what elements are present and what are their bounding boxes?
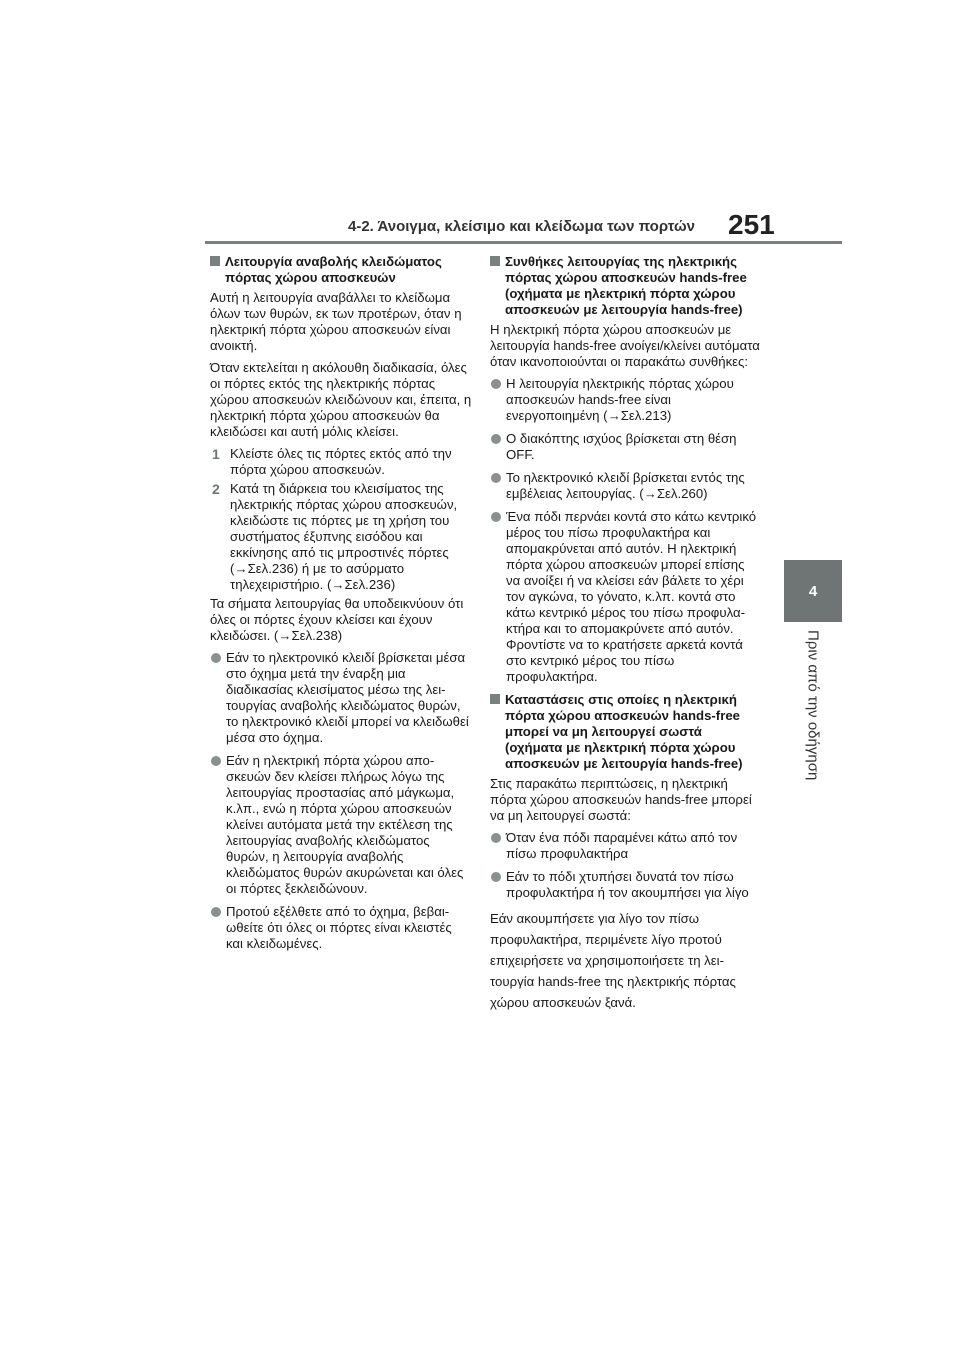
bullet-item bbox=[210, 904, 472, 952]
paragraph: Τα σήματα λειτουργίας θα υποδεικνύουν ότι όλες οι πόρτες έχουν κλείσει και έχουν κλειδώσει. (→Σελ.238) bbox=[210, 596, 464, 643]
right-column bbox=[490, 254, 760, 1019]
circle-bullet-icon bbox=[491, 833, 501, 843]
bullet-text: Όταν ένα πόδι παραμένει κάτω από τον πίσω προφυλακτήρα bbox=[506, 830, 738, 861]
paragraph: Εάν ακουμπήσετε για λίγο τον πίσω προφυλακτήρα, περιμένετε λίγο προτού επιχειρήσετε να χρησιμοποιήσετε τη λειτουργία hands-free της ηλεκτρικής πόρτας χώρου αποσκευών ξανά. bbox=[490, 911, 736, 1010]
section-title: 4-2. Άνοιγμα, κλείσιμο και κλείδωμα των πορτών bbox=[348, 218, 695, 235]
step-item bbox=[210, 481, 472, 593]
bullet-item bbox=[490, 869, 760, 901]
bullet-text: Προτού εξέλθετε από το όχημα, βεβαιωθείτε ότι όλες οι πόρτες είναι κλειστές και κλειδωμένες. bbox=[226, 904, 452, 951]
section-heading bbox=[490, 254, 760, 318]
circle-bullet-icon bbox=[211, 907, 221, 917]
bullet-text: Το ηλεκτρονικό κλειδί βρίσκεται εντός της εμβέλειας λειτουργίας. (→Σελ.260) bbox=[506, 470, 745, 501]
bullet-item bbox=[490, 376, 760, 424]
bullet-item bbox=[490, 431, 760, 463]
step-text: Κλείστε όλες τις πόρτες εκτός από την πόρτα χώρου αποσκευών. bbox=[230, 446, 452, 477]
paragraph: Στις παρακάτω περιπτώσεις, η ηλεκτρική πόρτα χώρου αποσκευών hands-free μπορεί να μη λειτουργεί σωστά: bbox=[490, 776, 752, 823]
circle-bullet-icon bbox=[491, 872, 501, 882]
bullet-item bbox=[490, 830, 760, 862]
paragraph: Όταν εκτελείται η ακόλουθη διαδικασία, όλες οι πόρτες εκτός της ηλεκτρικής πόρτας χώρου αποσκευών κλειδώνουν και, έπειτα, η ηλεκτρική πόρτα χώρου αποσκευών θα κλειδώσει και αυτή μόλις κλείσει. bbox=[210, 360, 472, 439]
circle-bullet-icon bbox=[491, 434, 501, 444]
bullet-item bbox=[210, 753, 472, 897]
circle-bullet-icon bbox=[491, 473, 501, 483]
step-number: 1 bbox=[212, 446, 220, 462]
bullet-item bbox=[490, 470, 760, 502]
bullet-text: Ένα πόδι περνάει κοντά στο κάτω κεντρικό μέρος του πίσω προφυλακτήρα και απομακρύνεται από αυτόν. Η ηλεκτρική πόρτα χώρου αποσκευών μπορεί επίσης να ανοίξει ή να κλείσει εάν βάλετε το χέρι τον αγκώνα, το γόνατο, κ.λπ. κοντά στο κάτω κεντρικό μέρος του πίσω προφυλακτήρα και το απομακρύνετε από αυτόν. Φροντίστε να το κρατήσετε αρκετά κοντά στο κεντρικό μέρος του πίσω προφυλακτήρα. bbox=[506, 509, 757, 684]
header-divider bbox=[205, 241, 842, 244]
left-column bbox=[210, 254, 472, 959]
bullet-item bbox=[490, 509, 760, 685]
step-number: 2 bbox=[212, 481, 220, 497]
section-heading bbox=[490, 692, 760, 772]
page-number: 251 bbox=[728, 209, 775, 240]
circle-bullet-icon bbox=[211, 756, 221, 766]
chapter-label-text: Πριν από την οδήγηση bbox=[804, 630, 822, 781]
heading-text: Λειτουργία αναβολής κλειδώματος πόρτας χώρου αποσκευών bbox=[225, 254, 442, 285]
paragraph: Η ηλεκτρική πόρτα χώρου αποσκευών με λειτουργία hands-free ανοίγει/κλείνει αυτόματα όταν ικανοποιούνται οι παρακάτω συνθήκες: bbox=[490, 322, 760, 369]
bullet-text: Εάν το ηλεκτρονικό κλειδί βρίσκεται μέσα στο όχημα μετά την έναρξη μια διαδικασίας κλεισίματος μέσω της λειτουργίας αναβολής κλειδώματος θυρών, το ηλεκτρονικό κλειδί μπορεί να κλειδωθεί μέσα στο όχημα. bbox=[226, 650, 469, 745]
paragraph: Αυτή η λειτουργία αναβάλλει το κλείδωμα όλων των θυρών, εκ των προτέρων, όταν η ηλεκτρική πόρτα χώρου αποσκευών είναι ανοικτή. bbox=[210, 290, 462, 353]
bullet-text: Ο διακόπτης ισχύος βρίσκεται στη θέση OFF. bbox=[506, 431, 737, 462]
chapter-label bbox=[784, 628, 842, 798]
circle-bullet-icon bbox=[211, 653, 221, 663]
heading-text: Καταστάσεις στις οποίες η ηλεκτρική πόρτα χώρου αποσκευών hands-free μπορεί να μη λειτουργεί σωστά (οχήματα με ηλεκτρική πόρτα χώρου αποσκευών με λειτουργία hands-free) bbox=[505, 692, 743, 771]
square-bullet-icon bbox=[210, 256, 220, 266]
bullet-text: Η λειτουργία ηλεκτρικής πόρτας χώρου αποσκευών hands-free είναι ενεργοποιημένη (→Σελ.213) bbox=[506, 376, 734, 423]
bullet-item bbox=[210, 650, 472, 746]
square-bullet-icon bbox=[490, 694, 500, 704]
heading-text: Συνθήκες λειτουργίας της ηλεκτρικής πόρτας χώρου αποσκευών hands-free (οχήματα με ηλεκτρική πόρτα χώρου αποσκευών με λειτουργία hands-free) bbox=[505, 254, 747, 317]
bullet-text: Εάν το πόδι χτυπήσει δυνατά τον πίσω προφυλακτήρα ή τον ακουμπήσει για λίγο bbox=[506, 869, 749, 900]
square-bullet-icon bbox=[490, 256, 500, 266]
circle-bullet-icon bbox=[491, 379, 501, 389]
step-item bbox=[210, 446, 472, 478]
chapter-tab: 4 bbox=[784, 560, 842, 622]
step-text: Κατά τη διάρκεια του κλεισίματος της ηλεκτρικής πόρτας χώρου αποσκευών, κλειδώστε τις πόρτες με τη χρήση του συστήματος έξυπνης εισόδου και εκκίνησης από τις μπροστινές πόρτες (→Σελ.236) ή με το ασύρματο τηλεχειριστήριο. (→Σελ.236) bbox=[230, 481, 458, 592]
bullet-text: Εάν η ηλεκτρική πόρτα χώρου αποσκευών δεν κλείσει πλήρως λόγω της λειτουργίας προστασίας από μάγκωμα, κ.λπ., ενώ η πόρτα χώρου αποσκευών κλείνει αυτόματα μετά την εκτέλεση της λειτουργίας αναβολής κλειδώματος θυρών, η λειτουργία αναβολής κλειδώματος θυρών ακυρώνεται και όλες οι πόρτες ξεκλειδώνουν. bbox=[226, 753, 464, 896]
section-heading bbox=[210, 254, 472, 286]
circle-bullet-icon bbox=[491, 512, 501, 522]
